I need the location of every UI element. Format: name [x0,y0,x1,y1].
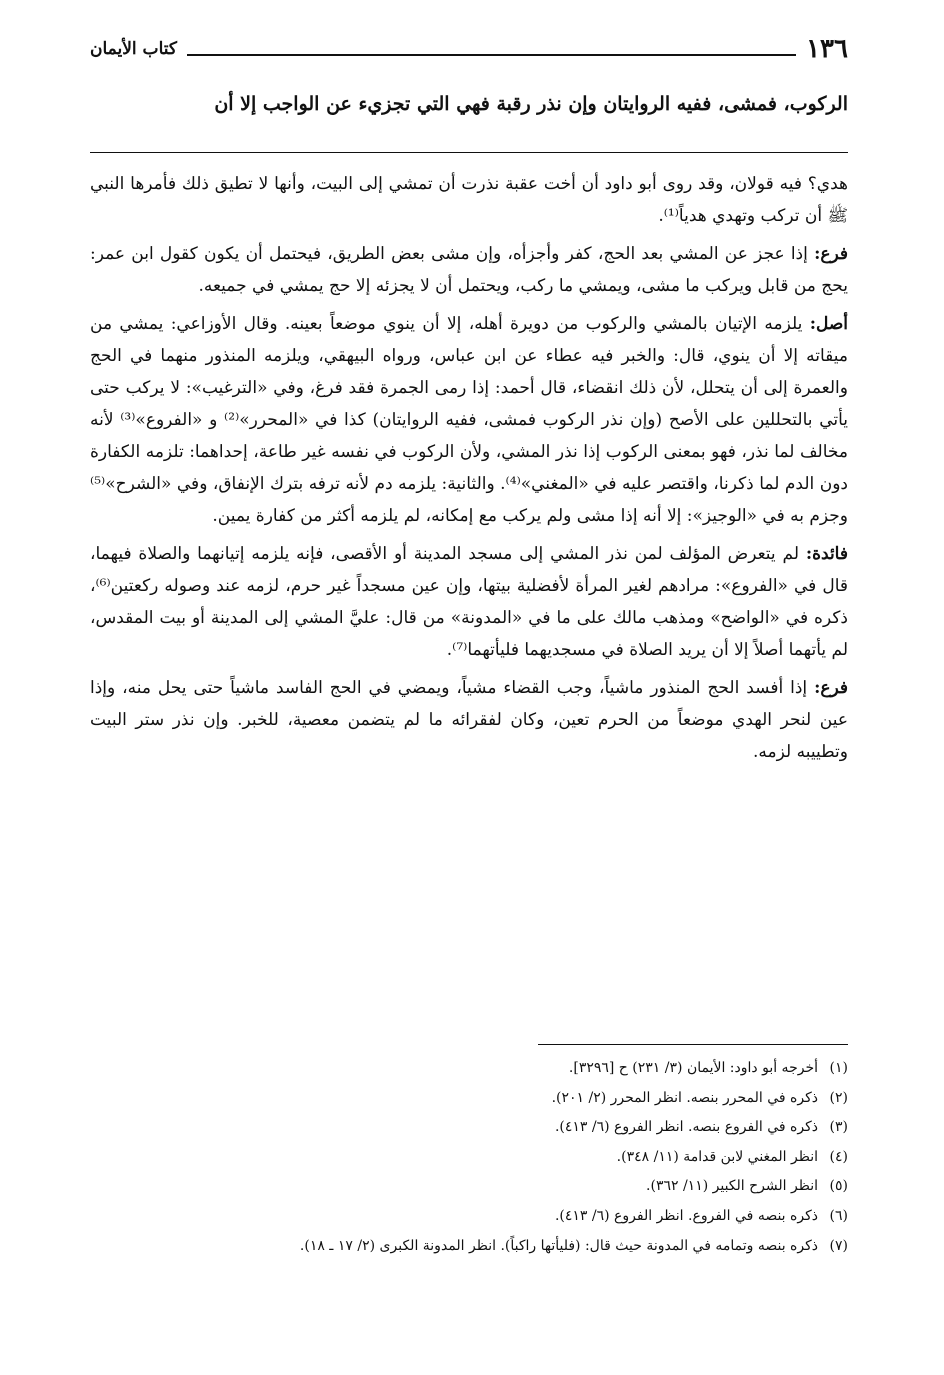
footnote [90,1084,848,1114]
footnote [90,1054,848,1084]
commentary-paragraph [90,672,848,768]
page-number: ١٣٦ [806,34,848,64]
paragraph-term: فرع: [814,678,849,698]
paragraph-text: هدي؟ فيه قولان، وقد روى أبو داود أن أخت عقبة نذرت أن تمشي إلى البيت، وأنها لا تطيق ذلك فأمرها النبي ﷺ أن تركب وتهدي هدياً⁽¹⁾. [90,174,848,226]
footnote-number: (٧) [829,1237,848,1254]
footnote [90,1202,848,1232]
footnotes [90,1054,848,1261]
footnote-text: ذكره في الفروع بنصه. انظر الفروع (٦/ ٤١٣). [554,1119,818,1136]
footnote-number: (٢) [829,1089,848,1106]
footnote [90,1172,848,1202]
footnote [90,1113,848,1143]
footnote-text: أخرجه أبو داود: الأيمان (٣/ ٢٣١) ح [٣٢٩٦]. [568,1060,818,1076]
page-header [90,28,848,64]
running-title: كتاب الأيمان [90,39,177,59]
footnote-number: (٥) [829,1178,848,1195]
footnote-text: انظر المغني لابن قدامة (١١/ ٣٤٨). [616,1148,818,1165]
paragraph-text: يلزمه الإتيان بالمشي والركوب من دويرة أهله، إلا أن ينوي موضعاً بعينه. وقال الأوزاعي: يمشي من ميقاته إلا أن ينوي، قال: والخبر فيه عطاء عن ابن عباس، ورواه البيهقي، ويلزمه المنذور منهما في الحج والعمرة إلى أن يتحلل، لأن ذلك انقضاء، قال أحمد: إذا رمى الجمرة فقد فرغ، وفي «الترغيب»: لا يركب حتى يأتي بالتحللين على الأصح (وإن نذر الركوب فمشى، ففيه الروايتان) كذا في «المحرر»⁽²⁾ و «الفروع»⁽³⁾ لأنه مخالف لما نذر، فهو بمعنى الركوب إذا نذر المشي، ولأن الركوب في نفسه غير طاعة، إحداهما: تلزمه الكفارة دون الدم لما ذكرنا، واقتصر عليه في «المغني»⁽⁴⁾. والثانية: يلزمه دم لأنه ترفه بترك الإنفاق، وفي «الشرح»⁽⁵⁾ وجزم به في «الوجيز»: إلا أنه إذا مشى ولم يركب مع إمكانه، لم يلزمه أكثر من كفارة يمين. [90,314,849,526]
footnote-text: ذكره في المحرر بنصه. انظر المحرر (٢/ ٢٠١). [551,1089,818,1106]
paragraph-term: أصل: [809,314,848,334]
commentary-paragraph [90,538,848,666]
footnote-number: (٦) [829,1207,848,1224]
matn-separator [90,152,848,153]
footnote-number: (١) [829,1060,848,1076]
commentary-paragraph [90,168,848,232]
footnote-text: انظر الشرح الكبير (١١/ ٣٦٢). [646,1178,818,1195]
footnote-number: (٤) [829,1148,848,1165]
paragraph-term: فائدة: [805,544,848,564]
paragraph-term: فرع: [814,244,848,264]
footnote [90,1143,848,1173]
commentary [90,168,848,774]
paragraph-text: لم يتعرض المؤلف لمن نذر المشي إلى مسجد المدينة أو الأقصى، فإنه يلزمه إتيانهما والصلاة فيهما، قال في «الفروع»: مرادهم لغير المرأة لأفضلية بيتها، وإن عين مسجداً غير حرم، لزمه عند وصوله ركعتين⁽⁶⁾، ذكره في «الواضح» ومذهب مالك على ما في «المدونة» من قال: عليَّ المشي إلى المدينة أو بيت المقدس، لم يأتهما أصلاً إلا أن يريد الصلاة في مسجديهما فليأتهما⁽⁷⁾. [90,544,848,660]
paragraph-text: إذا أفسد الحج المنذور ماشياً، وجب القضاء مشياً، ويمضي في الحج الفاسد ماشياً حتى يحل منه، وإذا عين لنحر الهدي موضعاً من الحرم تعين، وكان لفقرائه ما لم يتضمن معصية، للخبر. وإن نذر ستر البيت وتطييبه لزمه. [90,678,848,762]
commentary-paragraph [90,308,848,532]
header-rule [187,54,796,56]
footnote [90,1232,848,1262]
paragraph-text: إذا عجز عن المشي بعد الحج، كفر وأجزأه، وإن مشى بعض الطريق، فيحتمل أن يكون كقول ابن عمر: يحج من قابل ويركب ما مشى، ويمشي ما ركب، ويحتمل أن لا يجزئه إلا حج يمشي في جميعه. [90,244,848,296]
footnote-number: (٣) [829,1119,848,1136]
footnote-text: ذكره بنصه وتمامه في المدونة حيث قال: (فليأتها راكباً). انظر المدونة الكبرى (٢/ ١٧ ـ ١٨). [299,1237,818,1254]
footnote-rule [538,1044,848,1045]
matn-text: الركوب، فمشى، ففيه الروايتان وإن نذر رقبة فهي التي تجزيء عن الواجب إلا أن [214,93,848,115]
commentary-paragraph [90,238,848,302]
footnote-text: ذكره بنصه في الفروع. انظر الفروع (٦/ ٤١٣). [554,1207,818,1224]
